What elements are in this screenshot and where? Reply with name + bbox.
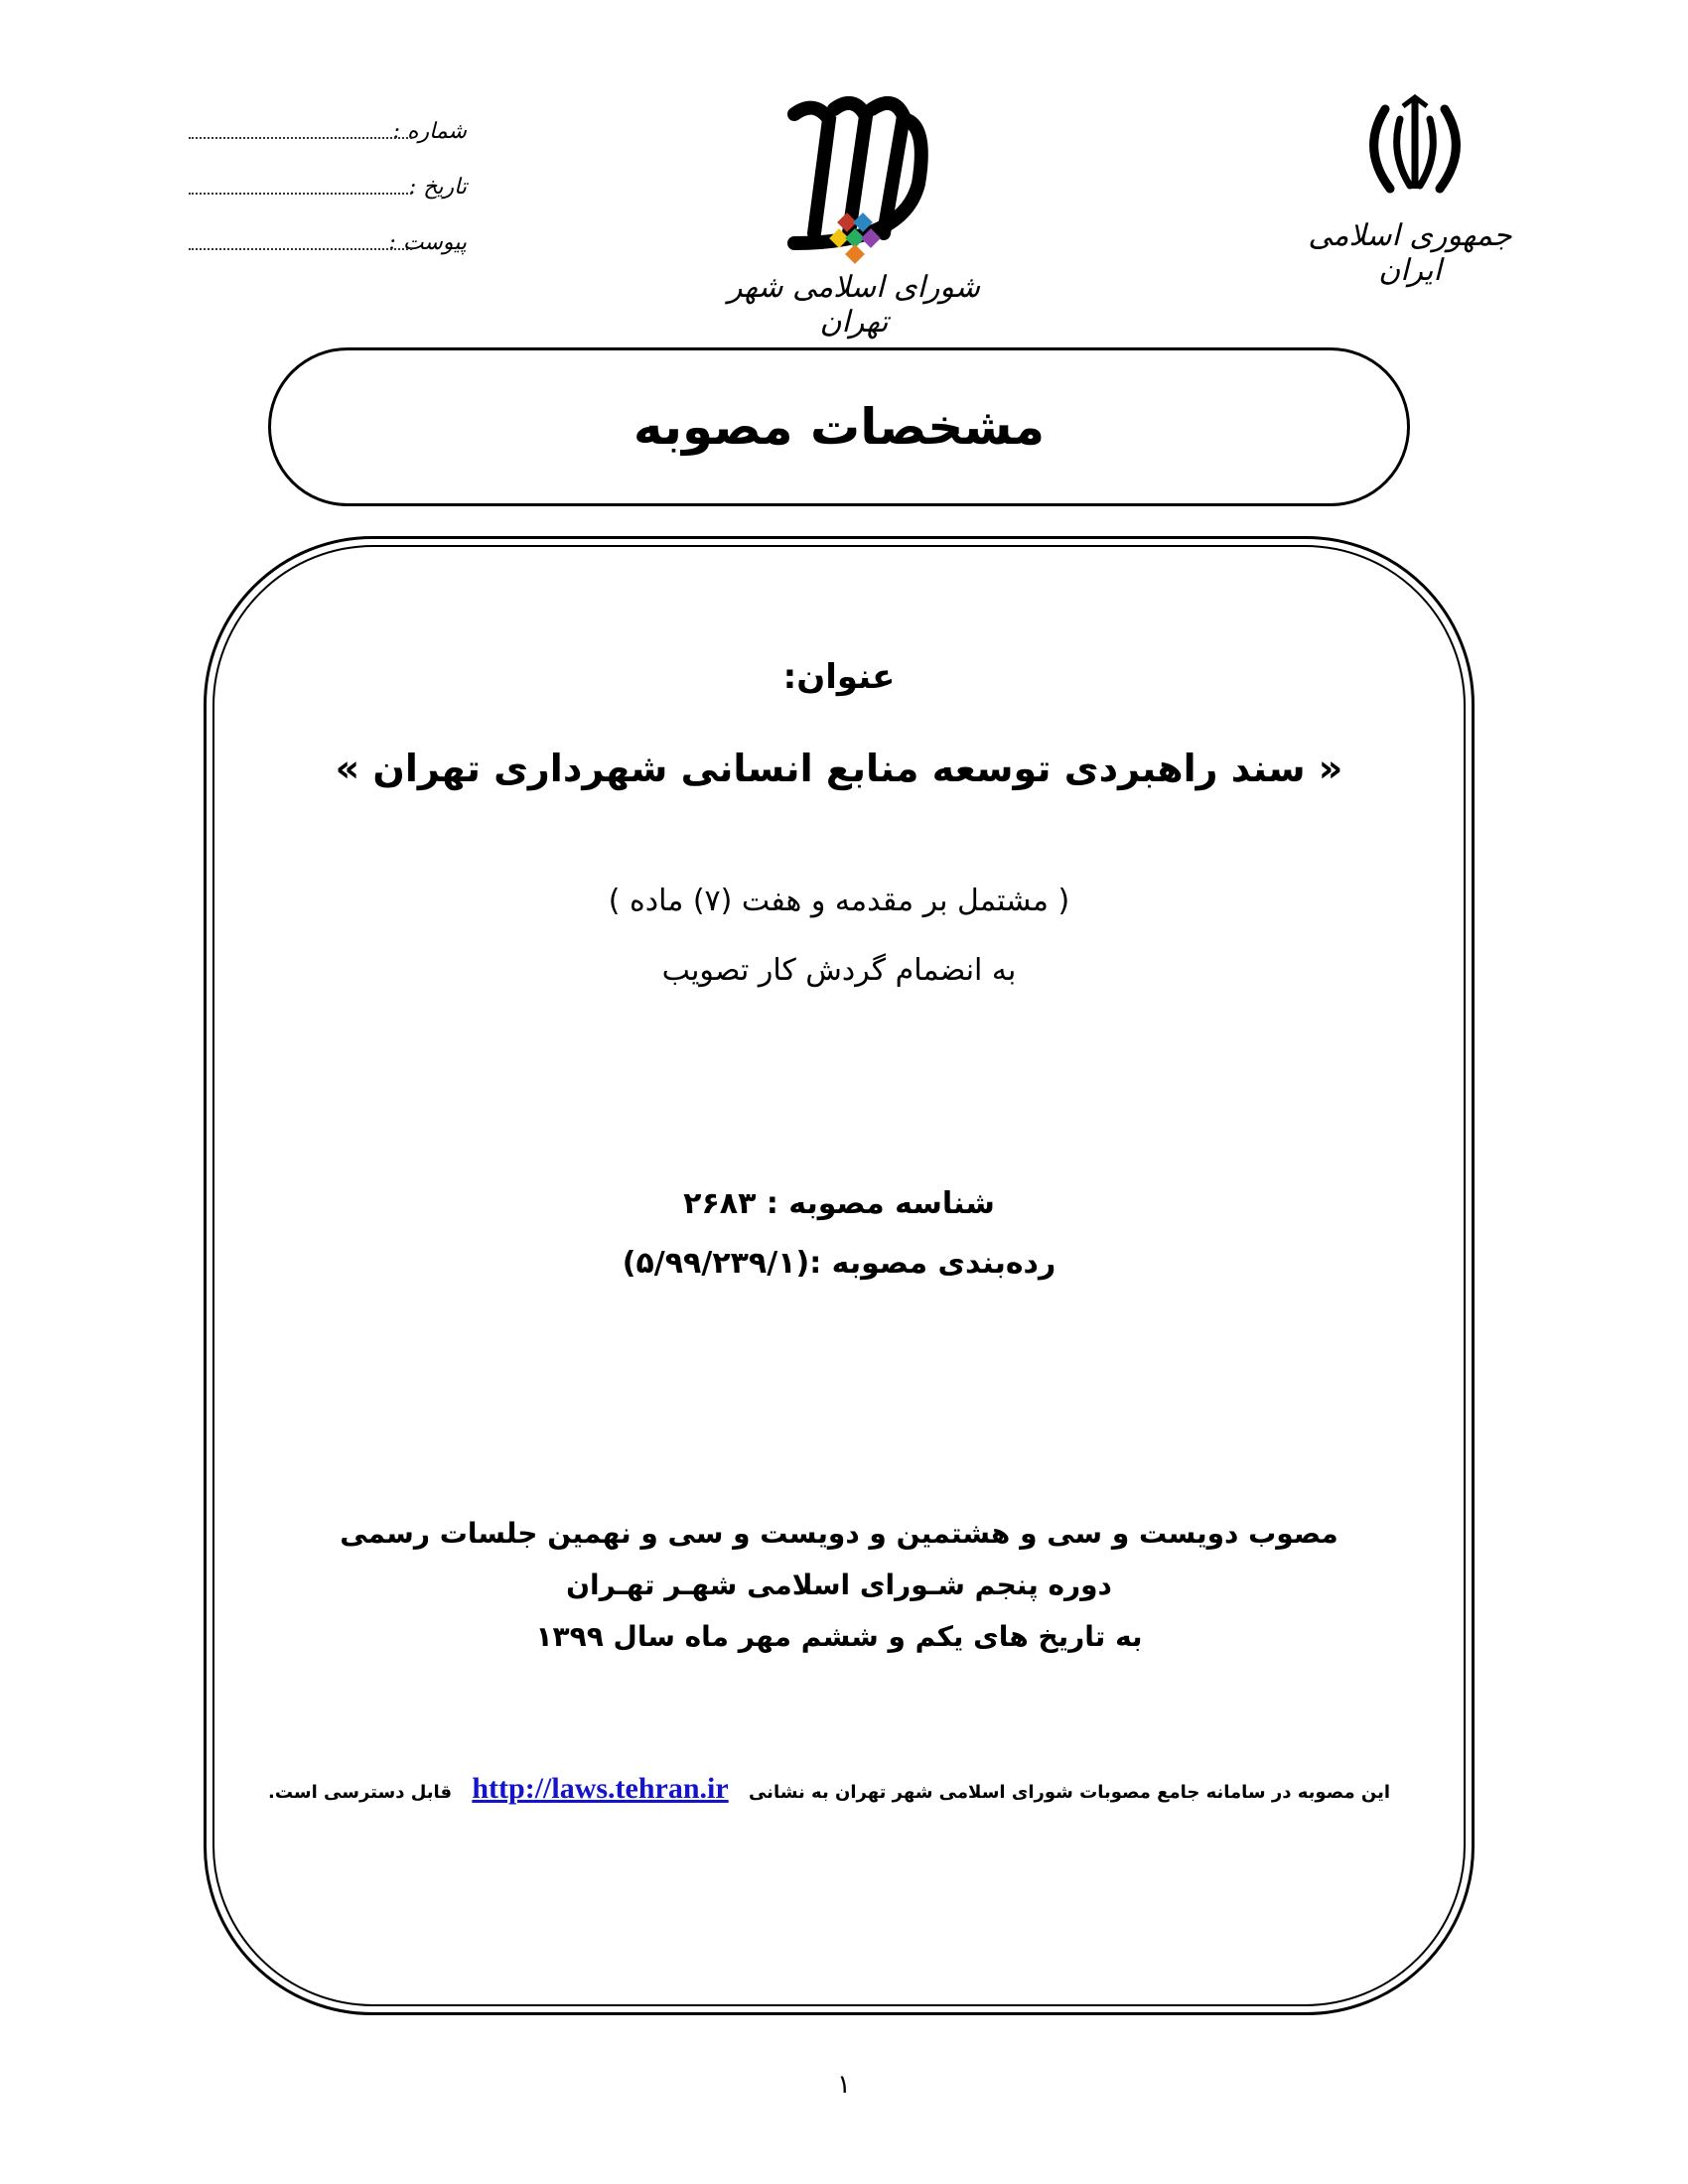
council-caption: شورای اسلامی شهر تهران [728,270,980,340]
access-prefix: این مصوبه در سامانه جامع مصوبات شورای اسلامی شهر تهران به نشانی [748,1782,1390,1803]
document-title: « سند راهبردی توسعه منابع انسانی شهرداری تهران » [335,747,1343,790]
number-dotted-line [189,137,412,139]
title-box-text: مشخصات مصوبه [633,398,1046,456]
approval-line-3: به تاریخ های یکم و ششم مهر ماه سال ۱۳۹۹ [535,1620,1143,1653]
approval-line-2: دوره پنجم شـورای اسلامی شهـر تهـران [566,1569,1112,1601]
laws-link[interactable]: http://laws.tehran.ir [472,1772,729,1805]
date-label: تاریخ : [408,175,467,200]
title-label: عنوان: [782,657,896,697]
tehran-council-logo-icon [755,94,953,293]
number-field [189,119,467,159]
attachment-field [189,230,467,270]
date-field [189,175,467,214]
number-label: شماره : [392,119,467,144]
access-notice [268,1772,1390,1806]
page-number: ۱ [837,2070,851,2100]
resolution-classification: رده‌بندی مصوبه :(۵/۹۹/۲۳۹/۱) [622,1246,1056,1281]
attachment-dotted-line [189,248,412,250]
date-dotted-line [189,193,412,195]
subtitle-articles: ( مشتمل بر مقدمه و هفت (۷) ماده ) [608,884,1070,918]
iran-caption: جمهوری اسلامی ایران [1308,218,1512,288]
iran-emblem-icon [1355,94,1475,204]
attachment-label: پیوست : [388,230,467,255]
title-box [268,347,1410,506]
resolution-id: شناسه مصوبه : ۲۶۸۳ [683,1186,995,1221]
access-suffix: قابل دسترسی است. [268,1782,453,1803]
approval-line-1: مصوب دویست و سی و هشتمین و دویست و سی و نهمین جلسات رسمی [340,1517,1338,1550]
subtitle-workflow: به انضمام گردش کار تصویب [661,953,1017,988]
